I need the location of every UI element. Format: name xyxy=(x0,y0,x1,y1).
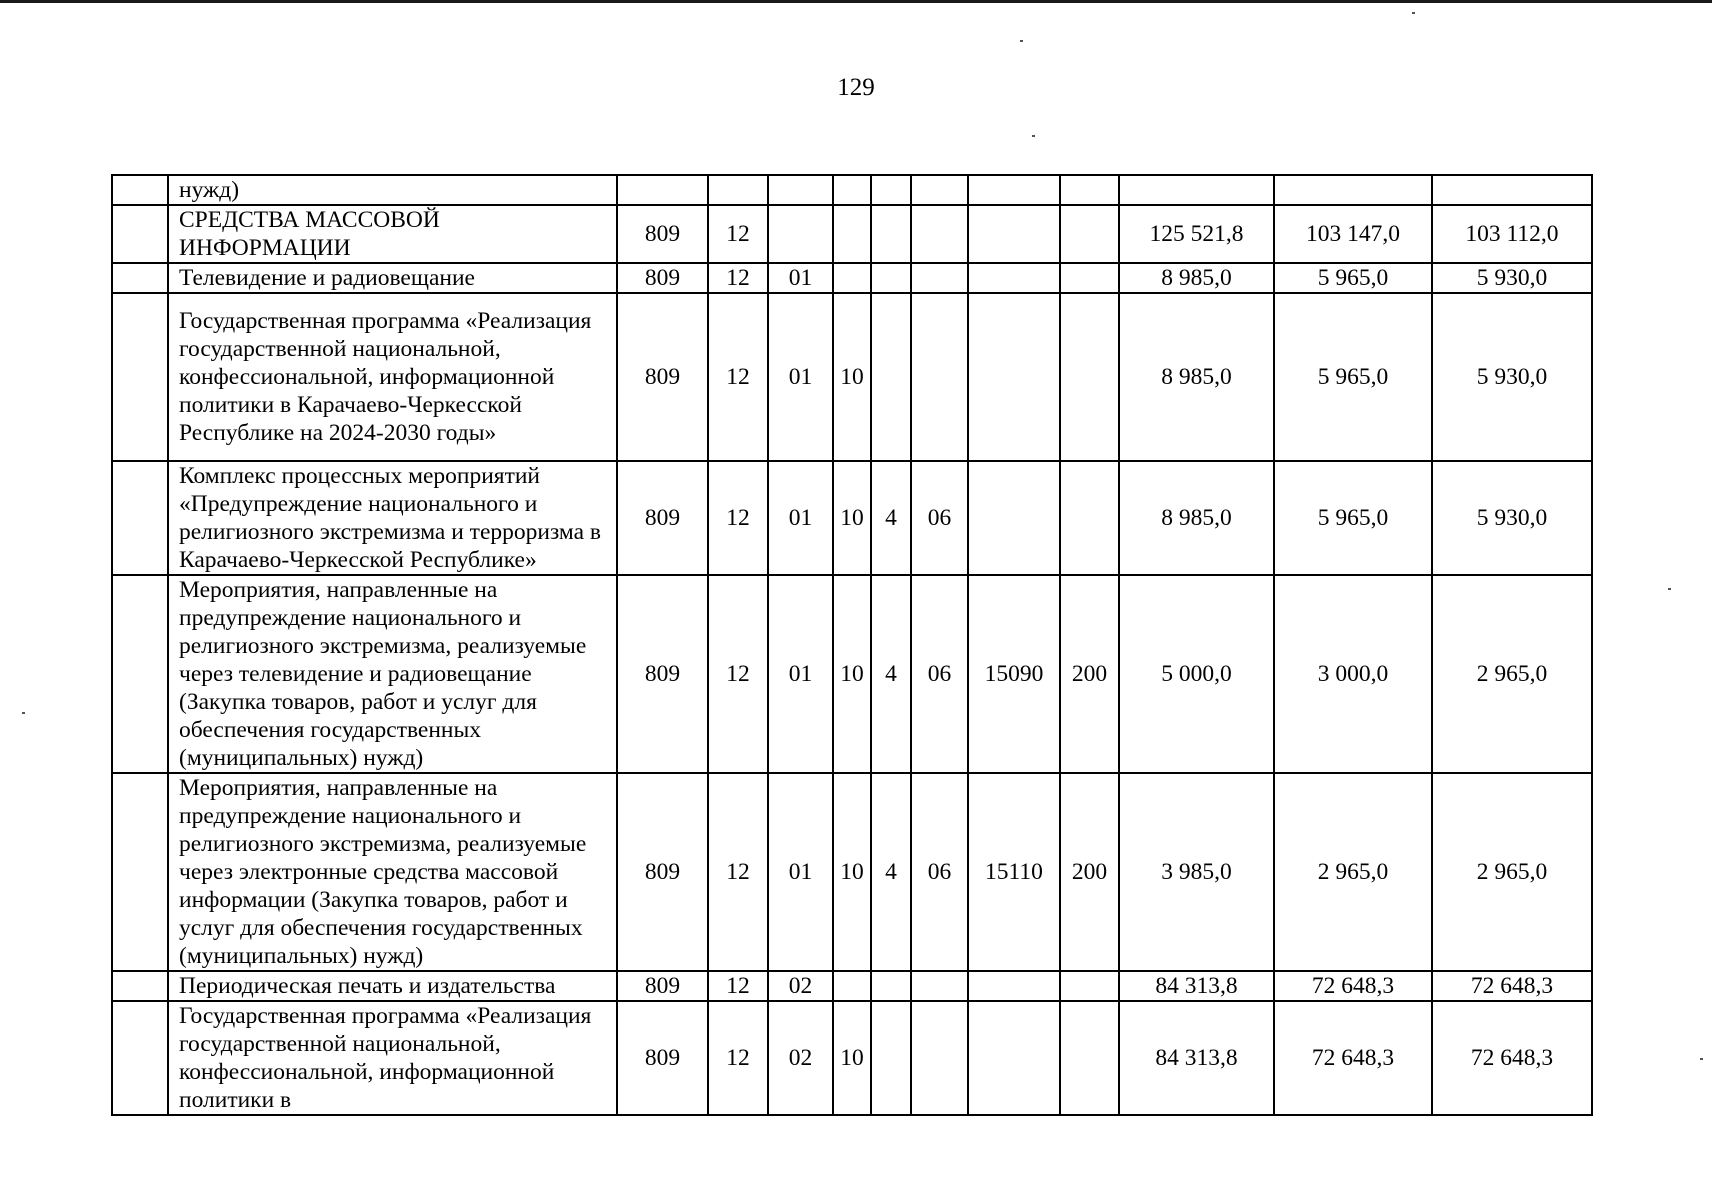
subsection-code-cell: 01 xyxy=(768,773,833,971)
expense-type-code-cell xyxy=(1060,1001,1119,1115)
subprogram-code-cell: 4 xyxy=(871,773,911,971)
table-row xyxy=(112,575,1592,773)
subprogram-code-cell xyxy=(871,205,911,263)
group-code-cell xyxy=(911,293,968,461)
amount-year2-cell xyxy=(1274,175,1432,205)
group-code-cell xyxy=(911,175,968,205)
section-code-cell: 12 xyxy=(708,773,768,971)
item-name-cell: Государственная программа «Реализация государственной национальной, конфессиональной, информационной политики в Карачаево-Черкесской Республике на 2024-2030 годы» xyxy=(168,293,617,461)
group-code-cell xyxy=(911,1001,968,1115)
target-item-code-cell: 15110 xyxy=(968,773,1060,971)
amount-year1-cell: 84 313,8 xyxy=(1119,971,1274,1001)
subsection-code-cell: 01 xyxy=(768,263,833,293)
program-code-cell xyxy=(833,175,871,205)
section-code-cell: 12 xyxy=(708,575,768,773)
target-item-code-cell xyxy=(968,461,1060,575)
amount-year3-cell: 2 965,0 xyxy=(1432,575,1592,773)
table-row xyxy=(112,971,1592,1001)
group-code-cell: 06 xyxy=(911,461,968,575)
subprogram-code-cell xyxy=(871,175,911,205)
target-item-code-cell xyxy=(968,175,1060,205)
table-row xyxy=(112,205,1592,263)
amount-year2-cell: 3 000,0 xyxy=(1274,575,1432,773)
amount-year3-cell: 5 930,0 xyxy=(1432,461,1592,575)
amount-year2-cell: 5 965,0 xyxy=(1274,461,1432,575)
section-code-cell: 12 xyxy=(708,205,768,263)
subprogram-code-cell xyxy=(871,971,911,1001)
subsection-code-cell: 01 xyxy=(768,293,833,461)
subsection-code-cell: 02 xyxy=(768,1001,833,1115)
expense-type-code-cell xyxy=(1060,205,1119,263)
ministry-code-cell: 809 xyxy=(617,971,708,1001)
section-code-cell: 12 xyxy=(708,971,768,1001)
amount-year1-cell: 84 313,8 xyxy=(1119,1001,1274,1115)
amount-year3-cell: 5 930,0 xyxy=(1432,293,1592,461)
amount-year3-cell: 2 965,0 xyxy=(1432,773,1592,971)
row-number-cell xyxy=(112,205,168,263)
amount-year2-cell: 72 648,3 xyxy=(1274,1001,1432,1115)
amount-year1-cell: 8 985,0 xyxy=(1119,263,1274,293)
program-code-cell: 10 xyxy=(833,293,871,461)
program-code-cell xyxy=(833,205,871,263)
amount-year3-cell: 72 648,3 xyxy=(1432,971,1592,1001)
group-code-cell xyxy=(911,205,968,263)
row-number-cell xyxy=(112,293,168,461)
ministry-code-cell xyxy=(617,175,708,205)
row-number-cell xyxy=(112,1001,168,1115)
subsection-code-cell xyxy=(768,205,833,263)
expense-type-code-cell xyxy=(1060,971,1119,1001)
amount-year1-cell: 8 985,0 xyxy=(1119,461,1274,575)
program-code-cell: 10 xyxy=(833,575,871,773)
target-item-code-cell xyxy=(968,971,1060,1001)
group-code-cell: 06 xyxy=(911,773,968,971)
program-code-cell xyxy=(833,971,871,1001)
subsection-code-cell xyxy=(768,175,833,205)
target-item-code-cell xyxy=(968,293,1060,461)
item-name-cell: Периодическая печать и издательства xyxy=(168,971,617,1001)
ministry-code-cell: 809 xyxy=(617,263,708,293)
item-name-cell: нужд) xyxy=(168,175,617,205)
item-name-cell: Комплекс процессных мероприятий «Предупреждение национального и религиозного экстремизма и терроризма в Карачаево-Черкесской Республике» xyxy=(168,461,617,575)
section-code-cell: 12 xyxy=(708,263,768,293)
scan-speck xyxy=(1020,40,1023,42)
row-number-cell xyxy=(112,461,168,575)
section-code-cell xyxy=(708,175,768,205)
budget-table xyxy=(111,174,1593,1116)
amount-year1-cell xyxy=(1119,175,1274,205)
amount-year2-cell: 103 147,0 xyxy=(1274,205,1432,263)
scan-speck xyxy=(1032,135,1035,137)
target-item-code-cell xyxy=(968,205,1060,263)
expense-type-code-cell xyxy=(1060,175,1119,205)
item-name-cell: Телевидение и радиовещание xyxy=(168,263,617,293)
page-number: 129 xyxy=(837,74,875,101)
expense-type-code-cell xyxy=(1060,293,1119,461)
subsection-code-cell: 01 xyxy=(768,575,833,773)
subsection-code-cell: 02 xyxy=(768,971,833,1001)
program-code-cell: 10 xyxy=(833,1001,871,1115)
item-name-cell: СРЕДСТВА МАССОВОЙ ИНФОРМАЦИИ xyxy=(168,205,617,263)
amount-year3-cell: 72 648,3 xyxy=(1432,1001,1592,1115)
amount-year1-cell: 3 985,0 xyxy=(1119,773,1274,971)
program-code-cell: 10 xyxy=(833,773,871,971)
subprogram-code-cell xyxy=(871,263,911,293)
group-code-cell: 06 xyxy=(911,575,968,773)
section-code-cell: 12 xyxy=(708,293,768,461)
subprogram-code-cell: 4 xyxy=(871,461,911,575)
target-item-code-cell: 15090 xyxy=(968,575,1060,773)
amount-year1-cell: 8 985,0 xyxy=(1119,293,1274,461)
table-row xyxy=(112,1001,1592,1115)
scan-speck xyxy=(1412,12,1415,14)
section-code-cell: 12 xyxy=(708,1001,768,1115)
amount-year2-cell: 5 965,0 xyxy=(1274,263,1432,293)
scan-speck xyxy=(1700,1058,1703,1060)
table-row xyxy=(112,293,1592,461)
program-code-cell xyxy=(833,263,871,293)
row-number-cell xyxy=(112,971,168,1001)
scan-speck xyxy=(1668,588,1671,590)
subsection-code-cell: 01 xyxy=(768,461,833,575)
group-code-cell xyxy=(911,263,968,293)
subprogram-code-cell xyxy=(871,293,911,461)
section-code-cell: 12 xyxy=(708,461,768,575)
scan-speck xyxy=(22,712,25,714)
table-row xyxy=(112,461,1592,575)
amount-year1-cell: 125 521,8 xyxy=(1119,205,1274,263)
expense-type-code-cell xyxy=(1060,461,1119,575)
subprogram-code-cell xyxy=(871,1001,911,1115)
table-row xyxy=(112,773,1592,971)
amount-year2-cell: 2 965,0 xyxy=(1274,773,1432,971)
ministry-code-cell: 809 xyxy=(617,1001,708,1115)
ministry-code-cell: 809 xyxy=(617,293,708,461)
amount-year1-cell: 5 000,0 xyxy=(1119,575,1274,773)
amount-year2-cell: 5 965,0 xyxy=(1274,293,1432,461)
ministry-code-cell: 809 xyxy=(617,575,708,773)
subprogram-code-cell: 4 xyxy=(871,575,911,773)
row-number-cell xyxy=(112,175,168,205)
row-number-cell xyxy=(112,575,168,773)
table-row xyxy=(112,175,1592,205)
amount-year3-cell xyxy=(1432,175,1592,205)
item-name-cell: Государственная программа «Реализация государственной национальной, конфессиональной, информационной политики в xyxy=(168,1001,617,1115)
expense-type-code-cell: 200 xyxy=(1060,575,1119,773)
target-item-code-cell xyxy=(968,263,1060,293)
item-name-cell: Мероприятия, направленные на предупреждение национального и религиозного экстремизма, реализуемые через телевидение и радиовещание (Закупка товаров, работ и услуг для обеспечения государственных (муниципальных) нужд) xyxy=(168,575,617,773)
scan-edge xyxy=(0,0,1712,3)
amount-year3-cell: 103 112,0 xyxy=(1432,205,1592,263)
table-row xyxy=(112,263,1592,293)
ministry-code-cell: 809 xyxy=(617,773,708,971)
amount-year2-cell: 72 648,3 xyxy=(1274,971,1432,1001)
target-item-code-cell xyxy=(968,1001,1060,1115)
program-code-cell: 10 xyxy=(833,461,871,575)
expense-type-code-cell xyxy=(1060,263,1119,293)
amount-year3-cell: 5 930,0 xyxy=(1432,263,1592,293)
group-code-cell xyxy=(911,971,968,1001)
expense-type-code-cell: 200 xyxy=(1060,773,1119,971)
ministry-code-cell: 809 xyxy=(617,461,708,575)
row-number-cell xyxy=(112,773,168,971)
item-name-cell: Мероприятия, направленные на предупреждение национального и религиозного экстремизма, реализуемые через электронные средства массовой информации (Закупка товаров, работ и услуг для обеспечения государственных (муниципальных) нужд) xyxy=(168,773,617,971)
ministry-code-cell: 809 xyxy=(617,205,708,263)
row-number-cell xyxy=(112,263,168,293)
